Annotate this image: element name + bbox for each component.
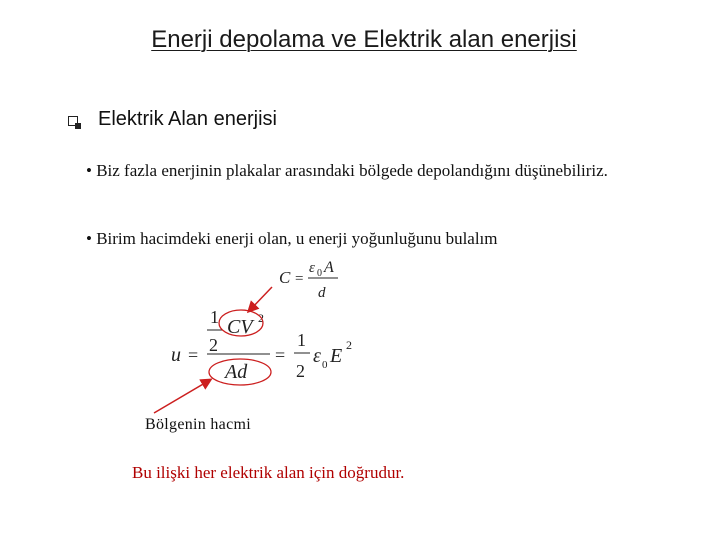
cv-exponent: 2 <box>258 311 264 325</box>
half-num: 1 <box>210 307 219 327</box>
cap-A: A <box>324 259 334 276</box>
capacitance-formula <box>279 259 338 301</box>
equals-2: = <box>275 345 286 365</box>
slide-title: Enerji depolama ve Elektrik alan enerjisi <box>151 26 577 53</box>
eps-term: ε <box>313 345 321 367</box>
half2-num: 1 <box>297 330 306 350</box>
cap-den: d <box>318 285 326 301</box>
arrow-volume <box>154 380 210 413</box>
cv-term: CV <box>227 316 253 338</box>
paragraph-energy-density: • Birim hacimdeki enerji olan, u enerji yoğunluğunu bulalım <box>86 229 498 248</box>
volume-label: Bölgenin hacmi <box>145 416 251 433</box>
e-field-term: E <box>330 345 343 367</box>
cap-eps-sub: 0 <box>317 268 322 279</box>
paragraph-stored-energy: • Biz fazla enerjinin plakalar arasındaki bölgede depolandığını düşünebiliriz. <box>86 161 608 180</box>
note-text: Bu ilişki her elektrik alan için doğrudur. <box>132 463 405 482</box>
arrow-capacitance <box>249 287 272 311</box>
u-symbol: u <box>171 344 181 366</box>
cap-eq: = <box>295 271 304 287</box>
half-den: 2 <box>209 335 218 355</box>
half2-den: 2 <box>296 361 305 381</box>
ad-term: Ad <box>225 361 248 383</box>
section-label: Elektrik Alan enerjisi <box>98 108 277 130</box>
eps-sub: 0 <box>322 359 328 371</box>
cap-lhs: C <box>279 268 291 287</box>
equals-1: = <box>188 345 199 365</box>
cap-eps: ε <box>309 260 315 276</box>
e-exponent: 2 <box>346 338 352 352</box>
